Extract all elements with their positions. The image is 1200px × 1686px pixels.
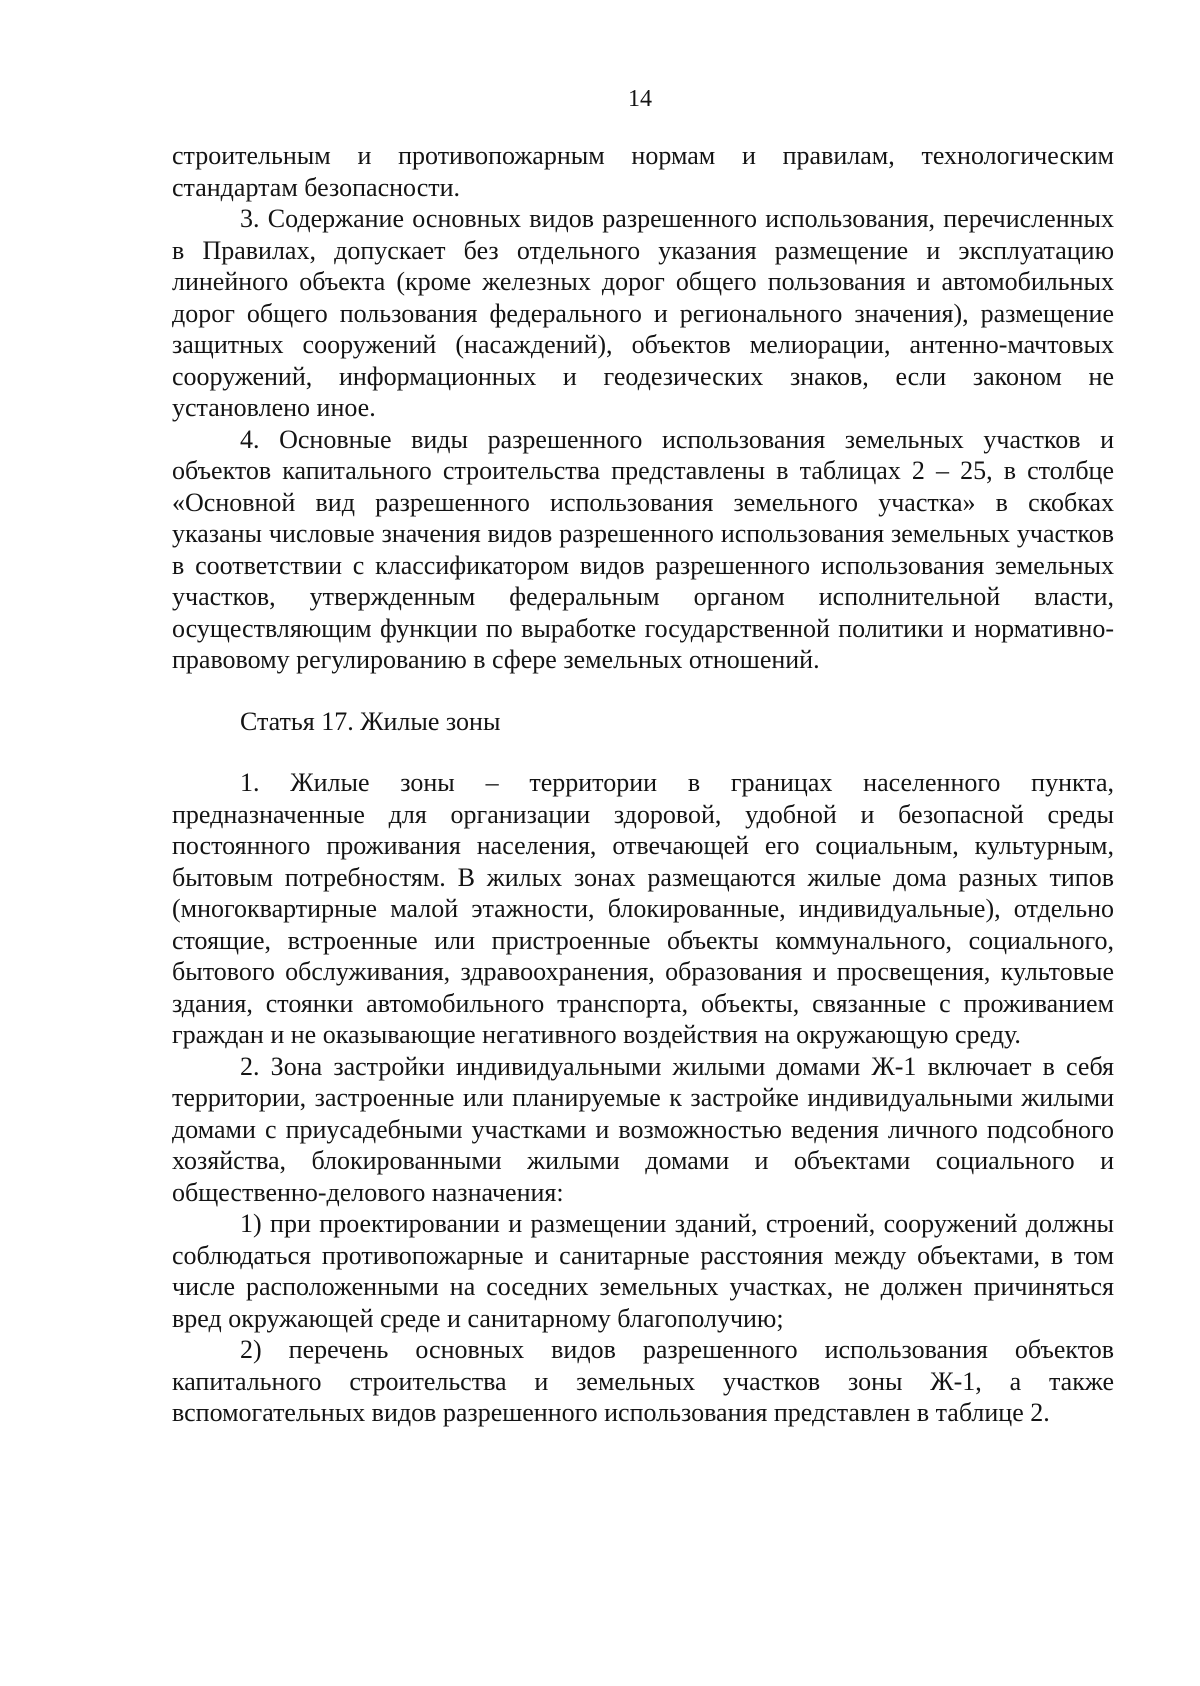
article-heading: Статья 17. Жилые зоны: [240, 706, 501, 736]
paragraph-item-4: 4. Основные виды разрешенного использования земельных участков и объектов капитального строительства представлены в таблицах 2 – 25, в столбце «Основной вид разрешенного использования земельного участка» в скобках указаны числовые значения видов разрешенного использования земельных участков в соответствии с классификатором видов разрешенного использования земельных участков, утвержденным федеральным органом исполнительной власти, осуществляющим функции по выработке государственной политики и нормативно-правовому регулированию в сфере земельных отношений.: [172, 424, 1114, 674]
paragraph-subitem-2: 2) перечень основных видов разрешенного использования объектов капитального строительства и земельных участков зоны Ж-1, а также вспомогательных видов разрешенного использования представлен в таблице 2.: [172, 1335, 1114, 1427]
paragraph-zone-definition: 1. Жилые зоны – территории в границах населенного пункта, предназначенные для организации здоровой, удобной и безопасной среды постоянного проживания населения, отвечающей его социальным, культурным, бытовым потребностям. В жилых зонах размещаются жилые дома разных типов (многоквартирные малой этажности, блокированные, индивидуальные), отдельно стоящие, встроенные или пристроенные объекты коммунального, социального, бытового обслуживания, здравоохранения, образования и просвещения, культовые здания, стоянки автомобильного транспорта, объекты, связанные с проживанием граждан и не оказывающие негативного воздействия на окружающую среду.: [172, 768, 1114, 1049]
paragraph-item-3: 3. Содержание основных видов разрешенного использования, перечисленных в Правилах, допускает без отдельного указания размещение и эксплуатацию линейного объекта (кроме железных дорог общего пользования и автомобильных дорог общего пользования федерального и регионального значения), размещение защитных сооружений (насаждений), объектов мелиорации, антенно-мачтовых сооружений, информационных и геодезических знаков, если законом не установлено иное.: [172, 204, 1114, 422]
document-body: [172, 140, 1114, 1429]
paragraph-continuation: строительным и противопожарным нормам и правилам, технологическим стандартам безопасности.: [172, 141, 1114, 202]
paragraph-subitem-1: 1) при проектировании и размещении зданий, строений, сооружений должны соблюдаться противопожарные и санитарные расстояния между объектами, в том числе расположенными на соседних земельных участках, не должен причиняться вред окружающей среде и санитарному благополучию;: [172, 1209, 1114, 1333]
paragraph-zone-zh1: 2. Зона застройки индивидуальными жилыми домами Ж-1 включает в себя территории, застроенные или планируемые к застройке индивидуальными жилыми домами с приусадебными участками и возможностью ведения личного подсобного хозяйства, блокированными жилыми домами и объектами социального и общественно-делового назначения:: [172, 1051, 1114, 1207]
page-number: 14: [628, 86, 652, 112]
